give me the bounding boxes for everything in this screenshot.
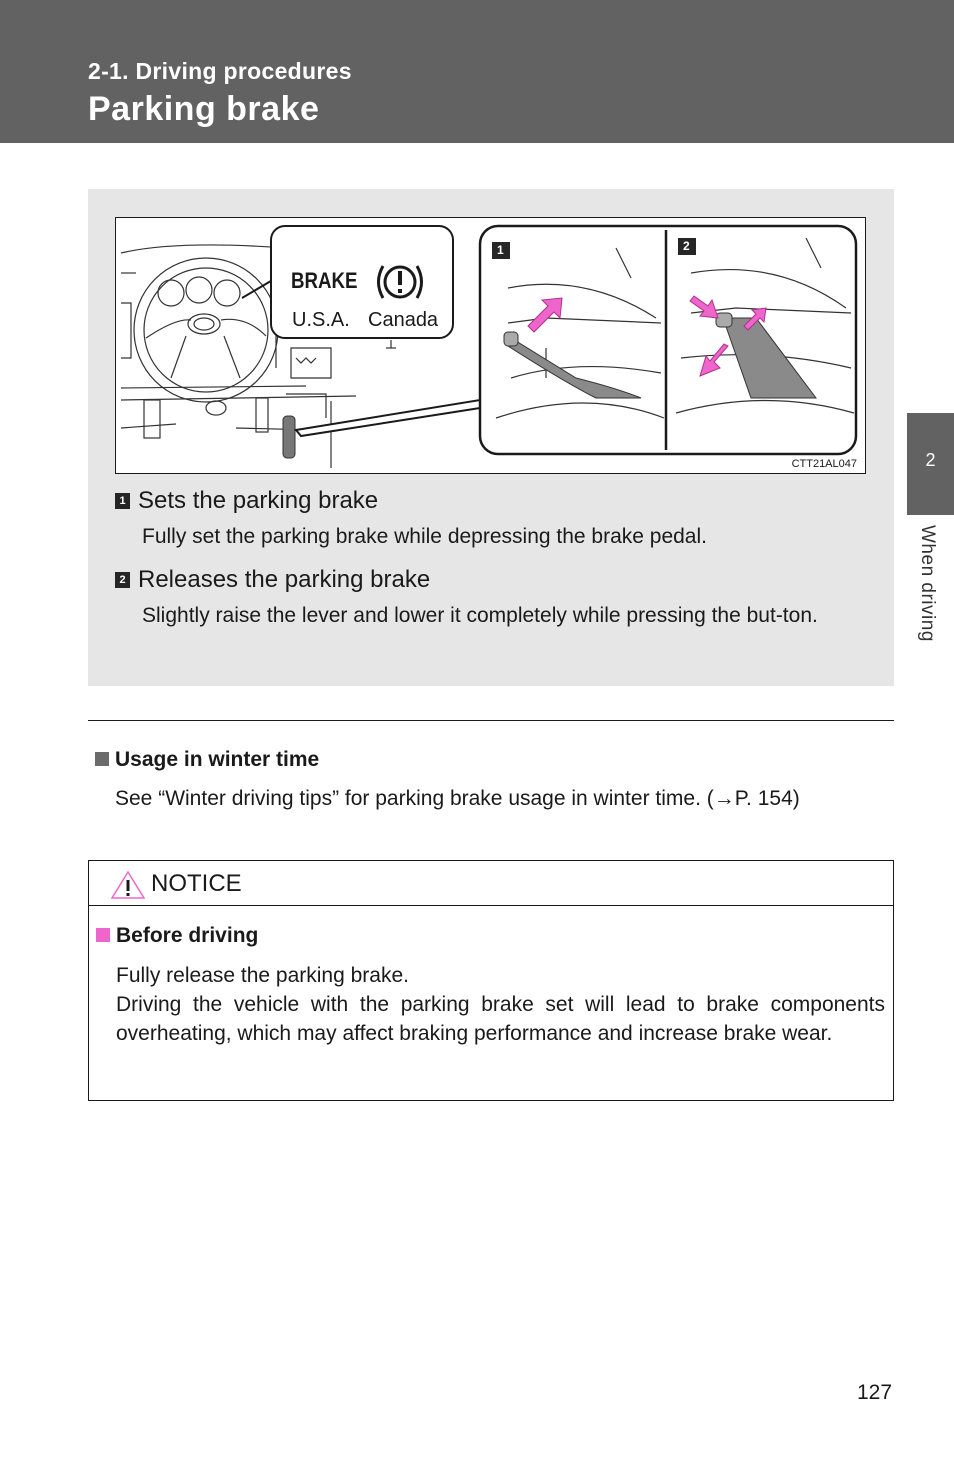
brake-indicator-text: BRAKE: [291, 268, 358, 293]
step-1-description: Fully set the parking brake while depressing the brake pedal.: [142, 525, 707, 548]
parking-brake-illustration: [115, 217, 866, 474]
lever-sketch: [283, 416, 295, 458]
step-1-label: Sets the parking brake: [138, 486, 379, 514]
notice-header: [89, 861, 893, 906]
figure-code: CTT21AL047: [791, 458, 857, 470]
notice-body: [116, 961, 885, 1048]
notice-box: [88, 860, 894, 1101]
section-divider: [88, 720, 894, 721]
step-1: [115, 486, 378, 515]
step-2: [115, 565, 430, 594]
callout-lines: [296, 400, 480, 436]
panel-1-number: 1: [497, 243, 504, 257]
usage-text: See “Winter driving tips” for parking brake usage in winter time. (→P. 154): [115, 787, 800, 810]
chapter-tab[interactable]: [907, 413, 954, 515]
zoom-panel: [480, 226, 856, 454]
notice-heading-text: Before driving: [116, 924, 259, 947]
step-2-description: Slightly raise the lever and lower it completely while pressing the but-ton.: [142, 604, 818, 627]
illustration-drawing: [116, 218, 866, 474]
usage-heading-text: Usage in winter time: [115, 748, 320, 771]
usage-heading: [95, 748, 319, 772]
notice-line-2: Driving the vehicle with the parking brake set will lead to brake components overheating, which may affect braking performance and increase brake wear.: [116, 993, 885, 1045]
page-title: Parking brake: [88, 90, 320, 128]
page-number: 127: [857, 1381, 893, 1404]
step-2-badge: 2: [115, 572, 130, 588]
step-1-badge: 1: [115, 493, 130, 509]
canada-label: Canada: [368, 309, 439, 331]
notice-line-1: Fully release the parking brake.: [116, 964, 409, 987]
panel-2-number: 2: [683, 239, 690, 253]
warning-triangle-icon: [110, 870, 146, 900]
chapter-number: 2: [925, 450, 936, 470]
section-title: 2-1. Driving procedures: [88, 58, 352, 84]
notice-heading: [96, 924, 258, 948]
pink-square-bullet-icon: [96, 928, 110, 942]
chapter-label: When driving: [917, 525, 938, 642]
square-bullet-icon: [95, 752, 109, 766]
usa-label: U.S.A.: [292, 309, 350, 331]
page-header: [0, 0, 954, 143]
step-2-label: Releases the parking brake: [138, 565, 431, 593]
notice-title: NOTICE: [151, 870, 242, 897]
